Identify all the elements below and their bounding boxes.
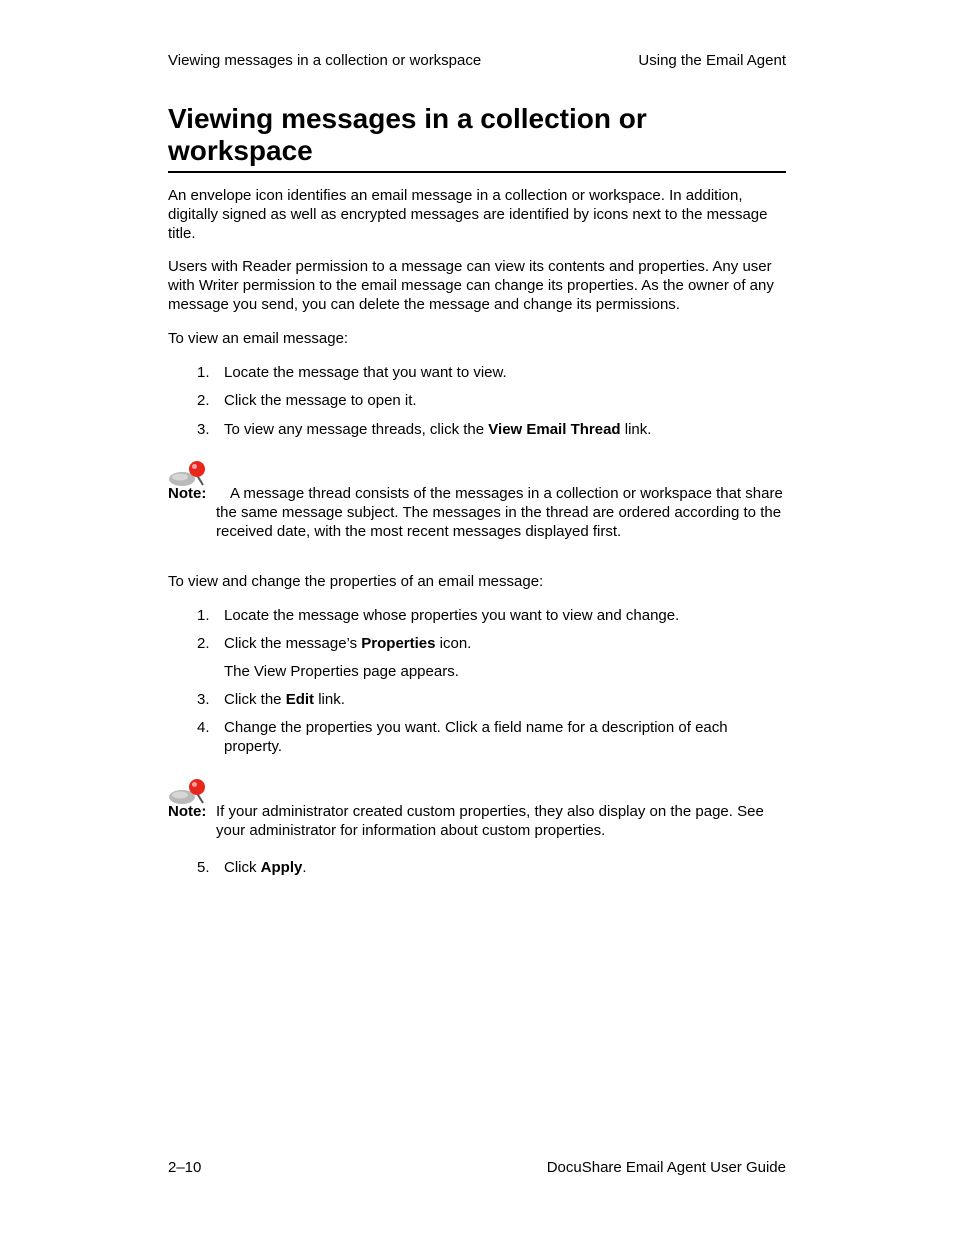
step-number: 1. [197, 364, 210, 381]
properties-intro: To view and change the properties of an email message: [168, 573, 544, 590]
running-footer-title: DocuShare Email Agent User Guide [546, 1159, 786, 1176]
page-title: Viewing messages in a collection or workspace [168, 103, 647, 166]
step-number: 2. [197, 635, 210, 652]
note-text: A message thread consists of the messages in a collection or workspace that share the same message subject. The messages in the thread are ordered according to the received date, with the most recent messages displayed first. [216, 485, 783, 540]
apply-term: Apply [260, 859, 303, 876]
step-text: Click the message’s Properties icon. [224, 635, 472, 652]
step-number: 3. [197, 421, 210, 438]
permissions-paragraph: Users with Reader permission to a message can view its contents and properties. Any user with Writer permission to the email message can change its properties. As the owner of any message you send, you can delete the message and change its permissions. [168, 258, 774, 313]
view-email-thread-term: View Email Thread [488, 421, 621, 438]
step-text: Locate the message that you want to view. [224, 364, 507, 381]
step-text: To view any message threads, click the View Email Thread link. [224, 421, 652, 438]
edit-term: Edit [285, 691, 315, 708]
running-header-right: Using the Email Agent [638, 52, 786, 69]
step-number: 3. [197, 691, 210, 708]
view-intro: To view an email message: [168, 330, 349, 347]
title-rule [168, 171, 786, 173]
step-number: 2. [197, 392, 210, 409]
step-text: Locate the message whose properties you want to view and change. [224, 607, 680, 624]
intro-paragraph: An envelope icon identifies an email message in a collection or workspace. In addition, digitally signed as well as encrypted messages are identified by icons next to the message title. [168, 187, 768, 242]
step-number: 5. [197, 859, 210, 876]
step-number: 4. [197, 719, 210, 736]
step-continuation: The View Properties page appears. [224, 663, 459, 680]
step-text: Click the Edit link. [224, 691, 345, 708]
step-text: Click Apply. [224, 859, 307, 876]
step-text: Change the properties you want. Click a field name for a description of each property. [224, 719, 728, 755]
note-label: Note: [168, 803, 207, 820]
note-text: If your administrator created custom properties, they also display on the page. See your administrator for information about custom properties. [216, 803, 764, 839]
properties-term: Properties [361, 635, 436, 652]
step-number: 1. [197, 607, 210, 624]
page-number: 2–10 [168, 1159, 202, 1176]
note-label: Note: [168, 485, 207, 502]
running-header-left: Viewing messages in a collection or workspace [168, 52, 482, 69]
step-text: Click the message to open it. [224, 392, 417, 409]
